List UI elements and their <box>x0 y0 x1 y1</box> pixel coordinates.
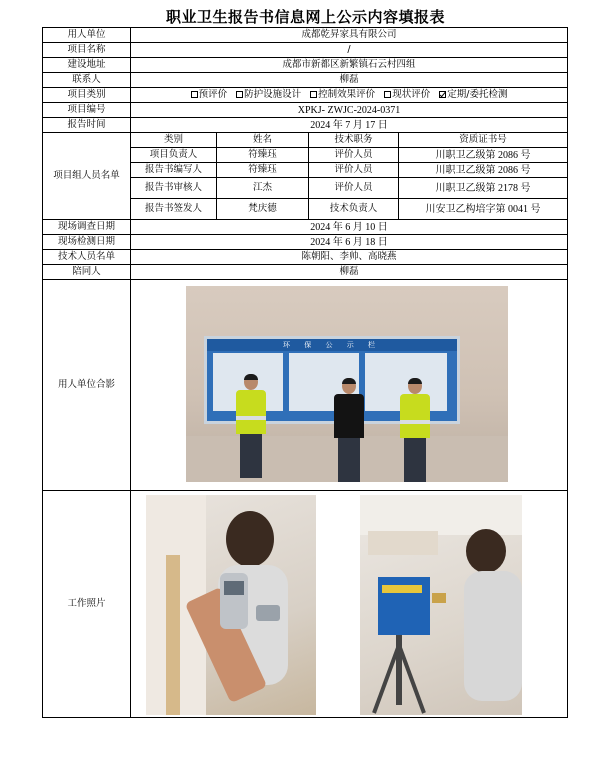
work-photo-cell <box>131 491 568 718</box>
team-title: 评价人员 <box>309 178 399 199</box>
checked-checkbox-icon <box>439 91 446 98</box>
team-header-row <box>43 133 568 148</box>
row-report-time <box>43 118 568 133</box>
value-project-no: XPKJ- ZWJC-2024-0371 <box>131 103 568 118</box>
value-escort: 柳磊 <box>131 265 568 280</box>
team-person: 符臻珏 <box>217 148 309 163</box>
team-header: 姓名 <box>217 133 309 148</box>
checkbox-icon <box>384 91 391 98</box>
row-work-photo <box>43 491 568 718</box>
team-role: 报告书审核人 <box>131 178 217 199</box>
team-role: 报告书编写人 <box>131 163 217 178</box>
label-work-photo: 工作照片 <box>43 491 131 718</box>
row-address <box>43 58 568 73</box>
work-photo-scene <box>146 495 316 715</box>
team-title: 评价人员 <box>309 163 399 178</box>
row-employer <box>43 28 568 43</box>
group-photo <box>186 286 508 482</box>
value-address: 成都市新都区新繁镇石云村四组 <box>131 58 568 73</box>
label-test-date: 现场检测日期 <box>43 235 131 250</box>
value-survey-date: 2024 年 6 月 10 日 <box>131 220 568 235</box>
checkbox-icon <box>191 91 198 98</box>
type-option[interactable]: 控制效果评价 <box>310 89 375 100</box>
value-test-date: 2024 年 6 月 18 日 <box>131 235 568 250</box>
label-address: 建设地址 <box>43 58 131 73</box>
team-person: 符臻珏 <box>217 163 309 178</box>
row-escort <box>43 265 568 280</box>
value-project-type <box>131 88 568 103</box>
label-group-photo: 用人单位合影 <box>43 280 131 491</box>
team-cert: 川职卫乙级第 2086 号 <box>399 148 568 163</box>
value-tech-staff: 陈朝阳、李帅、高晓燕 <box>131 250 568 265</box>
label-tech-staff: 技术人员名单 <box>43 250 131 265</box>
row-contact <box>43 73 568 88</box>
checkbox-icon <box>236 91 243 98</box>
row-project-type <box>43 88 568 103</box>
team-cert: 川职卫乙级第 2178 号 <box>399 178 568 199</box>
type-option[interactable]: 定期/委托检测 <box>439 89 507 100</box>
type-option[interactable]: 预评价 <box>191 89 228 100</box>
label-employer: 用人单位 <box>43 28 131 43</box>
label-survey-date: 现场调查日期 <box>43 220 131 235</box>
team-title: 技术负责人 <box>309 199 399 220</box>
label-report-time: 报告时间 <box>43 118 131 133</box>
value-report-time: 2024 年 7 月 17 日 <box>131 118 568 133</box>
team-title: 评价人员 <box>309 148 399 163</box>
work-photo-scene <box>360 495 522 715</box>
row-tech-staff <box>43 250 568 265</box>
label-project-no: 项目编号 <box>43 103 131 118</box>
label-escort: 陪同人 <box>43 265 131 280</box>
value-employer: 成都乾昇家具有限公司 <box>131 28 568 43</box>
label-team: 项目组人员名单 <box>43 133 131 220</box>
team-person: 江杰 <box>217 178 309 199</box>
value-project-name: / <box>131 43 568 58</box>
row-group-photo <box>43 280 568 491</box>
row-project-name <box>43 43 568 58</box>
checkbox-icon <box>310 91 317 98</box>
team-header: 类别 <box>131 133 217 148</box>
team-role: 项目负责人 <box>131 148 217 163</box>
label-project-name: 项目名称 <box>43 43 131 58</box>
notice-board-title: 环 保 公 示 栏 <box>207 339 457 351</box>
page-title: 职业卫生报告书信息网上公示内容填报表 <box>165 8 445 26</box>
team-role: 报告书签发人 <box>131 199 217 220</box>
group-photo-cell <box>131 280 568 491</box>
label-contact: 联系人 <box>43 73 131 88</box>
label-project-type: 项目类别 <box>43 88 131 103</box>
team-cert: 川职卫乙级第 2086 号 <box>399 163 568 178</box>
row-test-date <box>43 235 568 250</box>
type-option[interactable]: 现状评价 <box>384 89 430 100</box>
row-project-no <box>43 103 568 118</box>
work-photo <box>360 495 522 715</box>
type-option[interactable]: 防护设施设计 <box>236 89 301 100</box>
row-survey-date <box>43 220 568 235</box>
work-photo <box>146 495 316 715</box>
team-header: 资质证书号 <box>399 133 568 148</box>
team-header: 技术职务 <box>309 133 399 148</box>
info-table <box>42 27 568 718</box>
value-contact: 柳磊 <box>131 73 568 88</box>
team-person: 梵庆德 <box>217 199 309 220</box>
team-cert: 川安卫乙构培字第 0041 号 <box>399 199 568 220</box>
